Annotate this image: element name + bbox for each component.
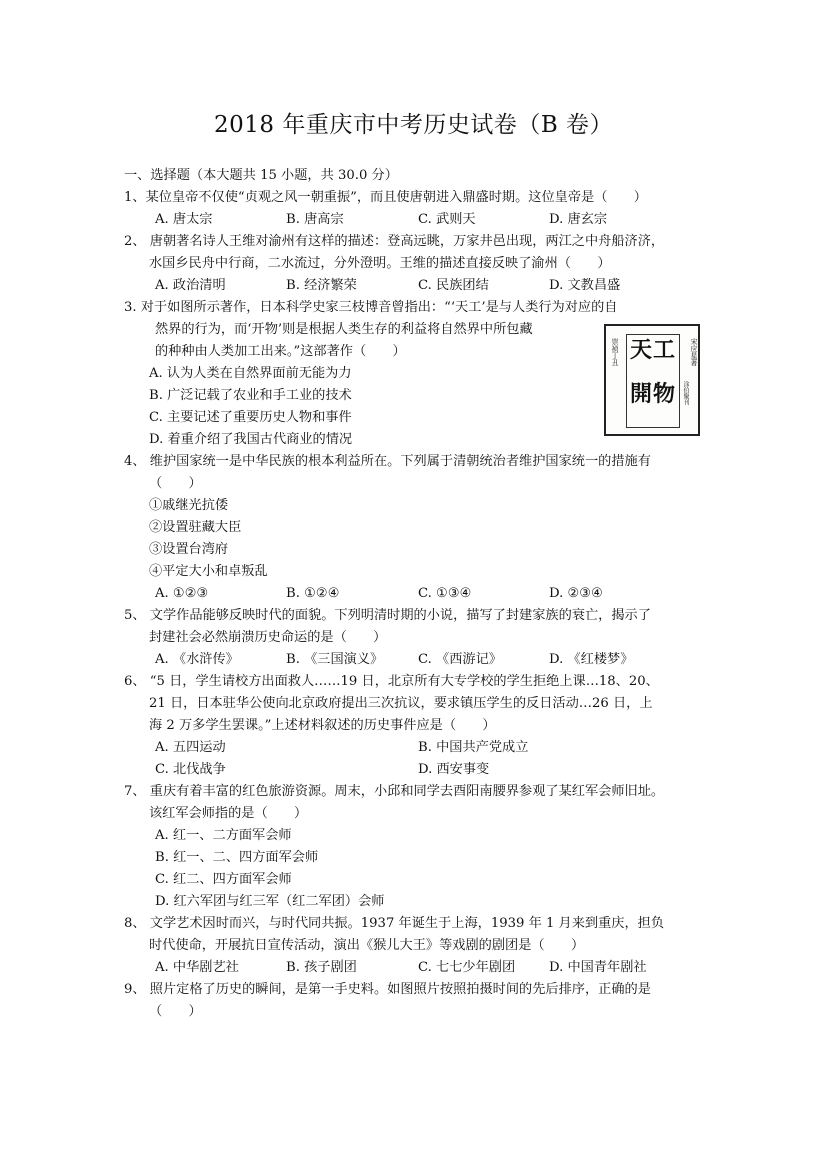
question-6-text-line2: 21 日，日本驻华公使向北京政府提出三次抗议，要求镇压学生的反日活动…26 日，上 xyxy=(149,696,653,711)
q5-option-b[interactable]: B. 《三国演义》 xyxy=(286,652,384,667)
page-title: 2018 年重庆市中考历史试卷（B 卷） xyxy=(213,112,614,138)
q1-option-a[interactable]: A. 唐太宗 xyxy=(155,212,213,227)
q4-item-2: ②设置驻藏大臣 xyxy=(149,520,242,535)
question-4-text-line2: （ ） xyxy=(149,476,202,491)
book-mid-text: 涂伯聚刊 xyxy=(682,381,689,405)
question-8-text-line2: 时代使命，开展抗日宣传活动，演出《猴儿大王》等戏剧的剧团是（ ） xyxy=(149,938,585,953)
q6-option-b[interactable]: B. 中国共产党成立 xyxy=(418,740,529,755)
q3-option-b[interactable]: B. 广泛记载了农业和手工业的技术 xyxy=(149,388,352,403)
q6-option-a[interactable]: A. 五四运动 xyxy=(155,740,226,755)
q8-option-c[interactable]: C. 七七少年剧团 xyxy=(418,960,516,975)
q4-option-b[interactable]: B. ①②④ xyxy=(286,586,340,601)
q1-option-c[interactable]: C. 武则天 xyxy=(418,212,476,227)
question-6-text: 6、 “5 日，学生请校方出面救人……19 日，北京所有大专学校的学生拒绝上课…18、20、 xyxy=(124,674,659,689)
q5-option-c[interactable]: C. 《西游记》 xyxy=(418,652,502,667)
q2-option-b[interactable]: B. 经济繁荣 xyxy=(286,278,357,293)
q7-option-c[interactable]: C. 红二、四方面军会师 xyxy=(155,872,292,887)
question-7-text-line2: 该红军会师指的是（ ） xyxy=(149,806,308,821)
q4-option-d[interactable]: D. ②③④ xyxy=(549,586,603,601)
q5-option-d[interactable]: D. 《红楼梦》 xyxy=(549,652,634,667)
q7-option-b[interactable]: B. 红一、二、四方面军会师 xyxy=(155,850,319,865)
book-char-2: 工 xyxy=(653,337,676,363)
q3-option-d[interactable]: D. 着重介绍了我国古代商业的情况 xyxy=(149,432,353,447)
question-8-text: 8、 文学艺术因时而兴，与时代同共振。1937 年诞生于上海，1939 年 1 月来到重庆，担负 xyxy=(124,916,665,931)
tiangong-kaiwu-cover-image xyxy=(604,324,700,436)
q2-option-c[interactable]: C. 民族团结 xyxy=(418,278,489,293)
q3-option-c[interactable]: C. 主要记述了重要历史人物和事件 xyxy=(149,410,352,425)
q8-option-d[interactable]: D. 中国青年剧社 xyxy=(549,960,647,975)
question-2-text-line2: 水国乡民舟中行商，二水流过，分外澄明。王维的描述直接反映了渝州（ ） xyxy=(149,256,611,271)
book-right-text: 宋应星著 xyxy=(690,338,698,366)
q2-option-d[interactable]: D. 文教昌盛 xyxy=(549,278,621,293)
q3-option-a[interactable]: A. 认为人类在自然界面前无能为力 xyxy=(149,366,352,381)
q2-option-a[interactable]: A. 政治清明 xyxy=(155,278,226,293)
q8-option-b[interactable]: B. 孩子剧团 xyxy=(286,960,357,975)
book-char-1: 天 xyxy=(630,337,653,363)
question-7-text: 7、 重庆有着丰富的红色旅游资源。周末，小邱和同学去酉阳南腰界参观了某红军会师旧址。 xyxy=(124,784,665,799)
q6-option-c[interactable]: C. 北伐战争 xyxy=(155,762,226,777)
question-3-text-line3: 的种种由人类加工出来。”这部著作（ ） xyxy=(155,344,406,359)
q1-option-b[interactable]: B. 唐高宗 xyxy=(286,212,344,227)
book-char-3: 開 xyxy=(630,381,653,407)
q1-option-d[interactable]: D. 唐玄宗 xyxy=(549,212,608,227)
question-2-text: 2、 唐朝著名诗人王维对渝州有这样的描述：登高远眺，万家井邑出现，两江之中舟船济济， xyxy=(124,234,665,249)
question-3-text: 3. 对于如图所示著作，日本科学史家三枝博音曾指出：“‘天工’是与人类行为对应的自 xyxy=(124,300,618,315)
question-3-text-line2: 然界的行为，而‘开物’则是根据人类生存的利益将自然界中所包藏 xyxy=(155,322,533,337)
question-6-text-line3: 海 2 万多学生罢课。”上述材料叙述的历史事件应是（ ） xyxy=(149,718,496,733)
q4-option-c[interactable]: C. ①③④ xyxy=(418,586,472,601)
book-title-frame xyxy=(626,334,680,428)
q7-option-a[interactable]: A. 红一、二方面军会师 xyxy=(155,828,292,843)
question-9-text: 9、 照片定格了历史的瞬间，是第一手史料。如图照片按照拍摄时间的先后排序，正确的是 xyxy=(124,982,651,997)
q7-option-d[interactable]: D. 红六军团与红三军（红二军团）会师 xyxy=(155,894,385,909)
book-char-4: 物 xyxy=(653,381,676,407)
q4-item-3: ③设置台湾府 xyxy=(149,542,229,557)
q4-item-4: ④平定大小和卓叛乱 xyxy=(149,564,268,579)
q6-option-d[interactable]: D. 西安事变 xyxy=(418,762,490,777)
q8-option-a[interactable]: A. 中华剧艺社 xyxy=(155,960,239,975)
question-4-text: 4、 维护国家统一是中华民族的根本利益所在。下列属于清朝统治者维护国家统一的措施有 xyxy=(124,454,651,469)
book-left-text: 崇祯丁丑 xyxy=(611,338,619,366)
question-5-text: 5、 文学作品能够反映时代的面貌。下列明清时期的小说，描写了封建家族的衰亡，揭示了 xyxy=(124,608,651,623)
question-1-text: 1、某位皇帝不仅使“贞观之风一朝重振”，而且使唐朝进入鼎盛时期。这位皇帝是（ ） xyxy=(124,190,647,205)
question-9-text-line2: （ ） xyxy=(149,1004,202,1019)
q5-option-a[interactable]: A. 《水浒传》 xyxy=(155,652,239,667)
q4-option-a[interactable]: A. ①②③ xyxy=(155,586,209,601)
section-heading: 一、选择题（本大题共 15 小题，共 30.0 分） xyxy=(124,168,398,183)
question-5-text-line2: 封建社会必然崩溃历史命运的是（ ） xyxy=(149,630,387,645)
q4-item-1: ①戚继光抗倭 xyxy=(149,498,229,513)
